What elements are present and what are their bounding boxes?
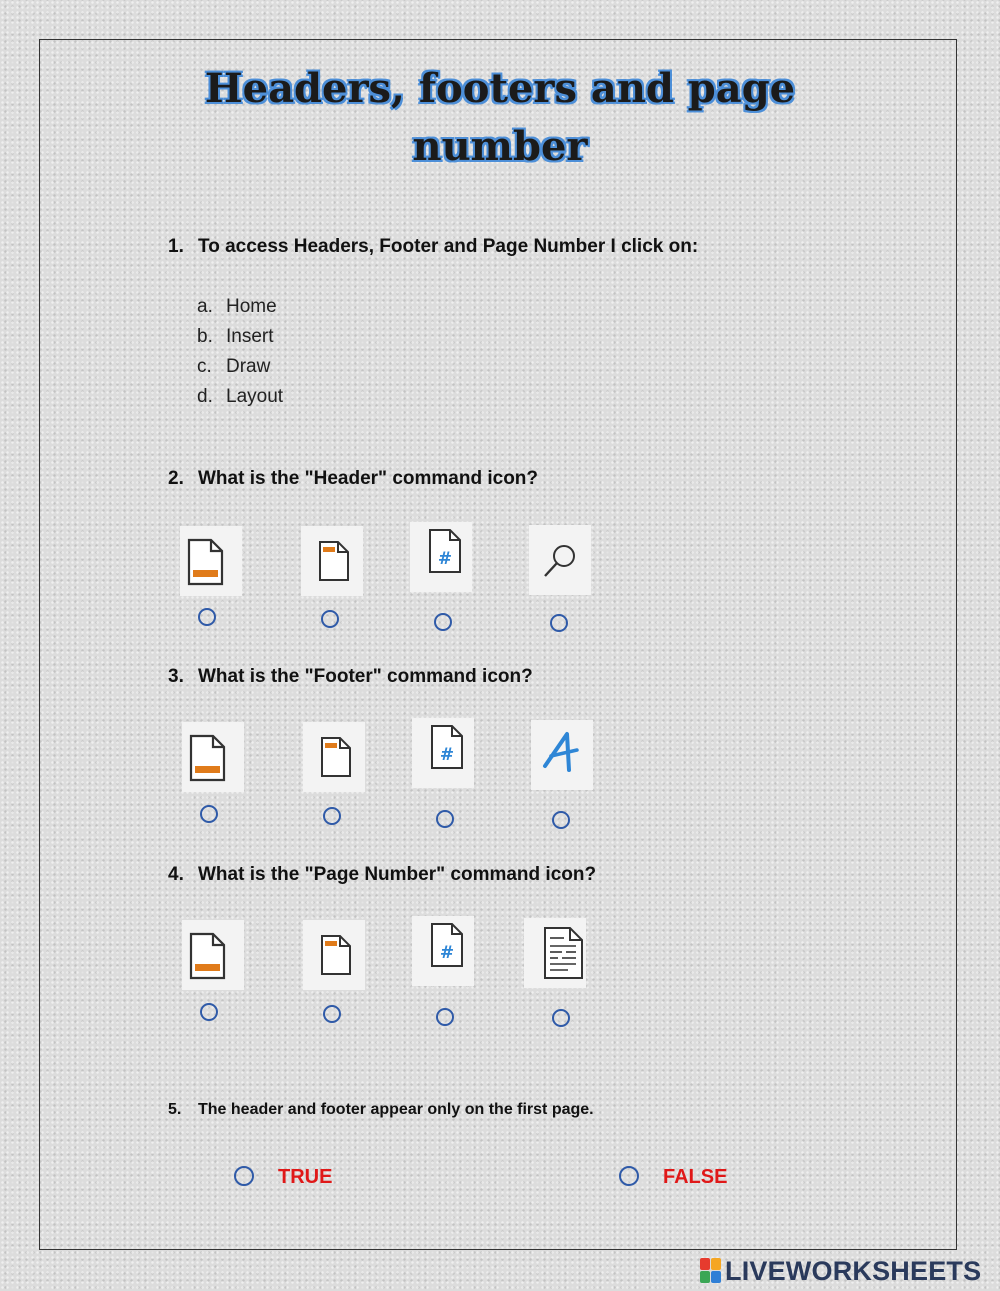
svg-text:#: # <box>439 943 455 963</box>
question-4 <box>168 864 596 886</box>
question-3-radio-3[interactable] <box>436 810 454 828</box>
header-icon <box>303 920 365 990</box>
question-2-radio-1[interactable] <box>198 608 216 626</box>
question-number: 5. <box>168 1101 182 1118</box>
question-text: What is the "Footer" command icon? <box>198 666 533 687</box>
question-2-radio-2[interactable] <box>321 610 339 628</box>
question-number: 1. <box>168 236 184 257</box>
footer-icon <box>182 920 244 990</box>
header-icon <box>301 526 363 596</box>
question-4-radio-4[interactable] <box>552 1009 570 1027</box>
question-text: What is the "Header" command icon? <box>198 468 539 489</box>
question-number: 4. <box>168 864 184 885</box>
footer-icon <box>180 526 242 596</box>
document-lines-icon <box>524 918 586 988</box>
question-number: 3. <box>168 666 184 687</box>
option-label: Home <box>226 296 277 317</box>
question-4-radio-2[interactable] <box>323 1005 341 1023</box>
false-label: FALSE <box>663 1166 728 1188</box>
logo-text: LIVEWORKSHEETS <box>725 1255 982 1286</box>
liveworksheets-logo <box>700 1255 981 1287</box>
question-2 <box>168 468 538 490</box>
svg-text:#: # <box>439 745 455 765</box>
footer-icon <box>182 722 244 792</box>
question-2-radio-4[interactable] <box>550 614 568 632</box>
svg-text:#: # <box>437 549 453 569</box>
option-d[interactable] <box>197 386 283 408</box>
question-2-radio-3[interactable] <box>434 613 452 631</box>
true-label: TRUE <box>278 1166 333 1188</box>
question-3 <box>168 666 533 688</box>
question-3-radio-4[interactable] <box>552 811 570 829</box>
option-letter: b. <box>197 326 213 347</box>
draw-a-icon <box>531 720 593 790</box>
option-a[interactable] <box>197 296 277 318</box>
question-3-radio-2[interactable] <box>323 807 341 825</box>
option-label: Layout <box>226 386 284 407</box>
question-4-radio-3[interactable] <box>436 1008 454 1026</box>
question-5 <box>168 1101 594 1119</box>
header-icon <box>303 722 365 792</box>
question-number: 2. <box>168 468 184 489</box>
page-number-icon <box>412 718 474 788</box>
option-label: Draw <box>226 356 271 377</box>
question-3-radio-1[interactable] <box>200 805 218 823</box>
page-number-icon <box>412 916 474 986</box>
option-label: Insert <box>226 326 274 347</box>
search-icon <box>529 525 591 595</box>
logo-mark-icon <box>700 1258 722 1284</box>
question-4-radio-1[interactable] <box>200 1003 218 1021</box>
true-radio[interactable] <box>234 1166 254 1186</box>
false-radio[interactable] <box>619 1166 639 1186</box>
question-text: The header and footer appear only on the first page. <box>198 1101 594 1118</box>
page-number-icon <box>410 522 472 592</box>
option-letter: d. <box>197 386 213 407</box>
question-1 <box>168 236 698 258</box>
option-c[interactable] <box>197 356 270 378</box>
option-letter: c. <box>197 356 212 377</box>
worksheet-frame <box>39 39 957 1250</box>
worksheet-title: Headers, footers and page number <box>204 65 796 170</box>
option-b[interactable] <box>197 326 274 348</box>
question-text: To access Headers, Footer and Page Number I click on: <box>198 236 699 257</box>
question-text: What is the "Page Number" command icon? <box>198 864 597 885</box>
option-letter: a. <box>197 296 213 317</box>
